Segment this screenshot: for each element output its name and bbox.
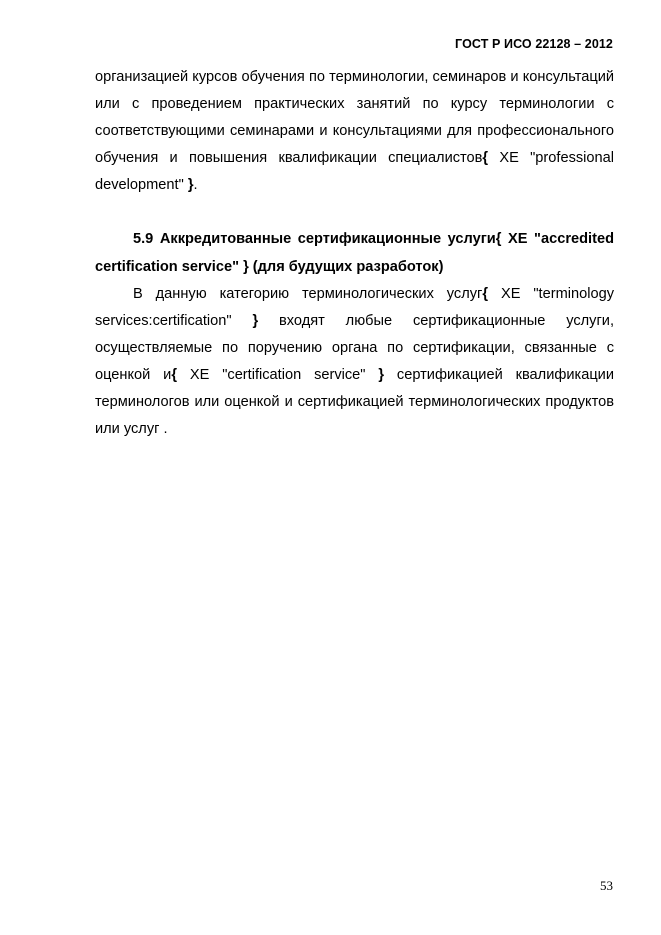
field-brace-close: } [378,366,385,383]
paragraph-text: . [193,177,198,194]
paragraph-continuation [95,64,614,199]
field-brace-open: { [482,150,489,167]
document-header [455,37,613,51]
index-field-code: XE "terminology services:certification" [95,285,614,329]
paragraph-text: сертификацией квалификации терминологов или оценкой и сертификацией терминологических продуктов или услуг . [95,366,614,438]
page-number: 53 [600,878,613,893]
section-heading-suffix: (для будущих разработок) [248,258,444,275]
document-body [95,64,614,443]
standard-code: ГОСТ Р ИСО 22128 – 2012 [455,37,613,51]
field-brace-close: } [187,177,194,194]
section-heading-text: 5.9 Аккредитованные сертификационные услуги [133,231,496,248]
index-field-code: XE "professional development" [95,150,614,194]
field-brace-close: } [252,312,259,329]
section-heading-5-9 [95,226,614,280]
field-brace-open: { [482,285,489,302]
paragraph-section-5-9 [95,281,614,444]
field-brace-open: { [171,366,178,383]
field-brace-close: } [243,258,249,275]
index-field-code: XE "certification service" [177,366,379,383]
field-brace-open: { [495,231,502,248]
paragraph-text: входят любые сертификационные услуги, осуществляемые по поручению органа по сертификации, связанные с оценкой и [95,312,615,383]
paragraph-text: организацией курсов обучения по терминологии, семинаров и консультаций или с проведением практических занятий по курсу терминологии с соответствующими семинарами и консультациями для профессионального обучения и повышения квалификации специалистов [95,69,614,167]
index-field-code: XE "accredited certification service" [95,231,614,275]
paragraph-text: В данную категорию терминологических услуг [133,285,483,302]
